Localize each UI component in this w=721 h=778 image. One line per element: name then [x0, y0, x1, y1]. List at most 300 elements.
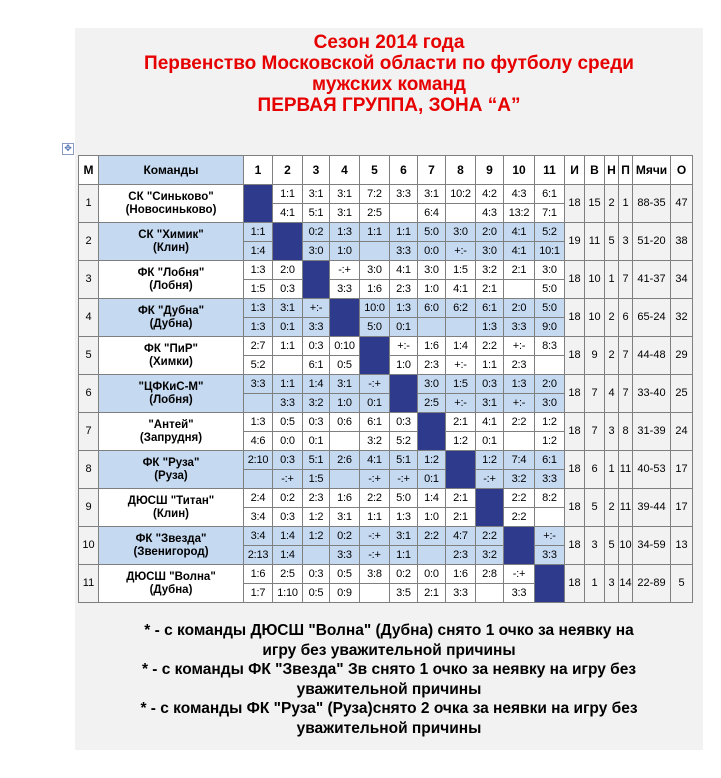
- team-city: (Лобня): [149, 393, 193, 406]
- header-cell: 5: [360, 156, 390, 185]
- score-cell: 0:2: [330, 527, 360, 546]
- score-cell: 3:3: [244, 375, 273, 394]
- score-cell: 2:0: [504, 299, 535, 318]
- score-cell: 5:0: [535, 299, 565, 318]
- score-cell: [535, 356, 565, 375]
- score-cell: 1:2: [535, 432, 565, 451]
- total-v-cell: 1: [585, 565, 605, 603]
- move-anchor-icon[interactable]: ✥: [62, 143, 74, 155]
- score-cell: 1:2: [303, 527, 330, 546]
- score-cell: 1:0: [418, 280, 446, 299]
- diagonal-cell: [390, 375, 418, 413]
- total-p-cell: 7: [619, 261, 633, 299]
- total-i-cell: 18: [565, 527, 585, 565]
- score-cell: 7:1: [535, 204, 565, 223]
- score-cell: +:-: [446, 356, 476, 375]
- score-cell: 2:3: [446, 546, 476, 565]
- score-cell: 8:3: [535, 337, 565, 356]
- score-cell: 1:2: [535, 413, 565, 432]
- total-n-cell: 2: [605, 489, 619, 527]
- score-cell: 1:3: [330, 223, 360, 242]
- header-cell: 2: [273, 156, 303, 185]
- place-cell: 1: [79, 185, 99, 223]
- total-o-cell: 47: [671, 185, 693, 223]
- team-name: ФК "Руза": [142, 456, 200, 469]
- score-cell: 3:0: [360, 261, 390, 280]
- score-cell: 1:5: [244, 280, 273, 299]
- score-cell: -:+: [273, 470, 303, 489]
- score-cell: 9:0: [535, 318, 565, 337]
- score-cell: 3:3: [330, 280, 360, 299]
- score-cell: 1:5: [303, 470, 330, 489]
- header-cell: 6: [390, 156, 418, 185]
- score-cell: 2:6: [330, 451, 360, 470]
- score-cell: 0:0: [273, 432, 303, 451]
- score-cell: 3:1: [273, 299, 303, 318]
- score-cell: 4:3: [504, 185, 535, 204]
- total-n-cell: 5: [605, 223, 619, 261]
- score-cell: 2:2: [418, 527, 446, 546]
- team-city: (Дубна): [149, 317, 193, 330]
- table-row: [79, 337, 693, 356]
- score-cell: 4:1: [446, 280, 476, 299]
- score-cell: 5:0: [418, 223, 446, 242]
- score-cell: 0:3: [303, 565, 330, 584]
- total-balls-cell: 88-35: [633, 185, 671, 223]
- score-cell: [244, 394, 273, 413]
- total-n-cell: 2: [605, 337, 619, 375]
- diagonal-cell: [535, 565, 565, 603]
- score-cell: 2:3: [418, 356, 446, 375]
- total-n-cell: 5: [605, 527, 619, 565]
- score-cell: 3:1: [476, 394, 504, 413]
- place-cell: 7: [79, 413, 99, 451]
- score-cell: 3:5: [390, 584, 418, 603]
- score-cell: 1:2: [303, 508, 330, 527]
- score-cell: 3:2: [504, 470, 535, 489]
- table-row: [79, 299, 693, 318]
- score-cell: 5:2: [244, 356, 273, 375]
- total-p-cell: 8: [619, 413, 633, 451]
- diagonal-cell: [273, 223, 303, 261]
- score-cell: 1:5: [446, 375, 476, 394]
- score-cell: 1:4: [273, 527, 303, 546]
- score-cell: 3:1: [330, 375, 360, 394]
- header-cell: М: [79, 156, 99, 185]
- score-cell: 3:2: [476, 261, 504, 280]
- header-cell: О: [671, 156, 693, 185]
- total-v-cell: 15: [585, 185, 605, 223]
- total-p-cell: 11: [619, 451, 633, 489]
- score-cell: 2:2: [504, 489, 535, 508]
- score-cell: 5:0: [390, 489, 418, 508]
- score-cell: 0:2: [303, 223, 330, 242]
- score-cell: 2:4: [244, 489, 273, 508]
- total-i-cell: 18: [565, 489, 585, 527]
- header-cell: Мячи: [633, 156, 671, 185]
- team-name: СК "Химик": [138, 228, 204, 241]
- note-line: * - с команды ФК "Руза" (Руза)снято 2 очка за неявки на игру без: [140, 700, 638, 717]
- title-line-2: Первенство Московской области по футболу среди: [144, 53, 634, 74]
- score-cell: 3:3: [390, 242, 418, 261]
- team-cell: [99, 527, 244, 565]
- score-cell: 5:0: [360, 318, 390, 337]
- score-cell: 0:10: [330, 337, 360, 356]
- diagonal-cell: [330, 299, 360, 337]
- total-p-cell: 6: [619, 299, 633, 337]
- score-cell: 3:2: [303, 394, 330, 413]
- score-cell: 6:1: [535, 451, 565, 470]
- score-cell: [244, 470, 273, 489]
- total-i-cell: 18: [565, 451, 585, 489]
- score-cell: 6:0: [418, 299, 446, 318]
- table-row: [79, 527, 693, 546]
- total-n-cell: 1: [605, 451, 619, 489]
- team-cell: [99, 337, 244, 375]
- score-cell: 4:1: [360, 451, 390, 470]
- team-name: ФК "ПиР": [144, 342, 198, 355]
- score-cell: -:+: [504, 565, 535, 584]
- score-cell: 1:1: [360, 508, 390, 527]
- diagonal-cell: [303, 261, 330, 299]
- score-cell: [418, 318, 446, 337]
- score-cell: +:-: [535, 527, 565, 546]
- total-i-cell: 19: [565, 223, 585, 261]
- total-n-cell: 3: [605, 413, 619, 451]
- score-cell: [535, 508, 565, 527]
- score-cell: 2:5: [273, 565, 303, 584]
- place-cell: 9: [79, 489, 99, 527]
- team-city: (Руза): [154, 469, 188, 482]
- score-cell: 3:1: [330, 185, 360, 204]
- score-cell: 2:10: [244, 451, 273, 470]
- total-v-cell: 3: [585, 527, 605, 565]
- score-cell: [446, 204, 476, 223]
- score-cell: 1:3: [244, 299, 273, 318]
- score-cell: 1:2: [476, 451, 504, 470]
- header-cell: П: [619, 156, 633, 185]
- score-cell: 0:2: [390, 565, 418, 584]
- team-name: ФК "Дубна": [137, 304, 205, 317]
- team-cell: [99, 223, 244, 261]
- score-cell: 1:10: [273, 584, 303, 603]
- score-cell: 2:2: [476, 527, 504, 546]
- score-cell: 1:2: [418, 451, 446, 470]
- score-cell: 3:3: [504, 584, 535, 603]
- score-cell: 3:0: [476, 242, 504, 261]
- team-name: ФК "Звезда": [135, 532, 207, 545]
- score-cell: 4:1: [504, 223, 535, 242]
- note-line: * - с команды ФК "Звезда" Зв снято 1 очко за неявку на игру без: [141, 661, 637, 678]
- score-cell: 0:1: [360, 394, 390, 413]
- score-cell: [360, 584, 390, 603]
- score-cell: 3:1: [330, 508, 360, 527]
- score-cell: 0:6: [330, 413, 360, 432]
- score-cell: 1:6: [418, 337, 446, 356]
- score-cell: 4:1: [504, 242, 535, 261]
- score-cell: 6:4: [418, 204, 446, 223]
- total-o-cell: 29: [671, 337, 693, 375]
- score-cell: 4:2: [476, 185, 504, 204]
- score-cell: 0:3: [273, 280, 303, 299]
- total-p-cell: 14: [619, 565, 633, 603]
- table-row: [79, 185, 693, 204]
- score-cell: 2:0: [273, 261, 303, 280]
- total-v-cell: 10: [585, 299, 605, 337]
- score-cell: 1:3: [390, 508, 418, 527]
- score-cell: 1:3: [244, 261, 273, 280]
- total-p-cell: 1: [619, 185, 633, 223]
- score-cell: 3:3: [390, 185, 418, 204]
- score-cell: 2:0: [535, 375, 565, 394]
- score-cell: 3:3: [504, 318, 535, 337]
- table-row: [79, 261, 693, 280]
- team-cell: [99, 451, 244, 489]
- score-cell: 10:2: [446, 185, 476, 204]
- score-cell: 10:1: [535, 242, 565, 261]
- score-cell: 2:5: [418, 394, 446, 413]
- score-cell: 1:1: [273, 337, 303, 356]
- total-balls-cell: 34-59: [633, 527, 671, 565]
- diagonal-cell: [418, 413, 446, 451]
- team-city: (Новосиньково): [125, 203, 217, 216]
- score-cell: +:-: [446, 242, 476, 261]
- score-cell: 2:1: [446, 489, 476, 508]
- score-cell: 5:1: [303, 204, 330, 223]
- score-cell: 1:6: [330, 489, 360, 508]
- header-cell: 7: [418, 156, 446, 185]
- score-cell: 3:3: [535, 546, 565, 565]
- score-cell: -:+: [360, 546, 390, 565]
- team-city: (Лобня): [149, 279, 193, 292]
- header-cell: 3: [303, 156, 330, 185]
- place-cell: 2: [79, 223, 99, 261]
- header-cell: 10: [504, 156, 535, 185]
- score-cell: 3:2: [360, 432, 390, 451]
- score-cell: -:+: [330, 261, 360, 280]
- score-cell: 5:0: [535, 280, 565, 299]
- score-cell: 1:2: [446, 432, 476, 451]
- title-line-1: Сезон 2014 года: [313, 32, 465, 53]
- score-cell: 1:3: [244, 413, 273, 432]
- note-line: * - с команды ДЮСШ "Волна" (Дубна) снято 1 очко за неявку на: [144, 622, 634, 639]
- total-balls-cell: 65-24: [633, 299, 671, 337]
- diagonal-cell: [244, 185, 273, 223]
- team-cell: [99, 489, 244, 527]
- score-cell: 2:2: [504, 508, 535, 527]
- total-balls-cell: 33-40: [633, 375, 671, 413]
- score-cell: [303, 546, 330, 565]
- total-v-cell: 11: [585, 223, 605, 261]
- team-name: ФК "Лобня": [137, 266, 205, 279]
- team-city: (Клин): [153, 507, 189, 520]
- score-cell: 1:4: [244, 242, 273, 261]
- score-cell: 13:2: [504, 204, 535, 223]
- total-o-cell: 5: [671, 565, 693, 603]
- score-cell: 3:0: [303, 242, 330, 261]
- place-cell: 8: [79, 451, 99, 489]
- score-cell: 4:6: [244, 432, 273, 451]
- score-cell: 1:1: [390, 223, 418, 242]
- total-v-cell: 6: [585, 451, 605, 489]
- score-cell: 1:1: [273, 185, 303, 204]
- score-cell: [504, 432, 535, 451]
- score-cell: 1:3: [504, 375, 535, 394]
- score-cell: 5:1: [303, 451, 330, 470]
- score-cell: 1:1: [476, 356, 504, 375]
- score-cell: 3:4: [244, 508, 273, 527]
- score-cell: 0:0: [418, 242, 446, 261]
- score-cell: 1:4: [418, 489, 446, 508]
- total-i-cell: 18: [565, 375, 585, 413]
- score-cell: 0:9: [330, 584, 360, 603]
- place-cell: 11: [79, 565, 99, 603]
- score-cell: 2:8: [476, 565, 504, 584]
- score-cell: 0:5: [330, 565, 360, 584]
- score-cell: 3:3: [446, 584, 476, 603]
- team-name: "ЦФКиС-М": [138, 380, 204, 393]
- score-cell: 1:1: [360, 223, 390, 242]
- score-cell: [360, 242, 390, 261]
- score-cell: 1:0: [330, 394, 360, 413]
- total-n-cell: 4: [605, 375, 619, 413]
- total-n-cell: 2: [605, 185, 619, 223]
- score-cell: 1:0: [390, 356, 418, 375]
- score-cell: -:+: [476, 470, 504, 489]
- note-line: уважительной причины: [296, 680, 482, 698]
- score-cell: 2:3: [504, 356, 535, 375]
- score-cell: 3:0: [535, 394, 565, 413]
- place-cell: 4: [79, 299, 99, 337]
- score-cell: [476, 584, 504, 603]
- score-cell: 0:1: [418, 470, 446, 489]
- score-cell: 2:3: [303, 489, 330, 508]
- score-cell: 8:2: [535, 489, 565, 508]
- score-cell: 1:3: [244, 318, 273, 337]
- header-row: [79, 156, 693, 185]
- score-cell: 2:1: [504, 261, 535, 280]
- total-p-cell: 7: [619, 375, 633, 413]
- score-cell: 5:2: [535, 223, 565, 242]
- score-cell: 3:8: [360, 565, 390, 584]
- score-cell: 1:1: [273, 375, 303, 394]
- score-cell: 2:13: [244, 546, 273, 565]
- total-n-cell: 3: [605, 565, 619, 603]
- team-city: (Дубна): [149, 583, 193, 596]
- total-p-cell: 3: [619, 223, 633, 261]
- footnotes: [75, 621, 703, 738]
- score-cell: 3:0: [446, 223, 476, 242]
- place-cell: 5: [79, 337, 99, 375]
- team-cell: [99, 185, 244, 223]
- score-cell: 6:1: [360, 413, 390, 432]
- score-cell: 3:1: [390, 527, 418, 546]
- diagonal-cell: [360, 337, 390, 375]
- total-balls-cell: 41-37: [633, 261, 671, 299]
- score-cell: +:-: [504, 394, 535, 413]
- score-cell: 3:1: [330, 204, 360, 223]
- score-cell: 0:3: [303, 413, 330, 432]
- total-balls-cell: 40-53: [633, 451, 671, 489]
- score-cell: 4:1: [476, 413, 504, 432]
- score-cell: 1:0: [418, 508, 446, 527]
- header-cell: Н: [605, 156, 619, 185]
- score-cell: 4:3: [476, 204, 504, 223]
- score-cell: 1:6: [244, 565, 273, 584]
- total-o-cell: 25: [671, 375, 693, 413]
- table-row: [79, 565, 693, 584]
- score-cell: 2:2: [476, 337, 504, 356]
- score-cell: 1:0: [330, 242, 360, 261]
- standings-table: [78, 155, 693, 603]
- score-cell: 1:4: [446, 337, 476, 356]
- header-cell: В: [585, 156, 605, 185]
- score-cell: 2:1: [418, 584, 446, 603]
- score-cell: 7:2: [360, 185, 390, 204]
- score-cell: 0:2: [273, 489, 303, 508]
- score-cell: 3:4: [244, 527, 273, 546]
- total-v-cell: 5: [585, 489, 605, 527]
- team-cell: [99, 261, 244, 299]
- score-cell: -:+: [360, 470, 390, 489]
- title-line-3: мужских команд: [312, 74, 466, 95]
- score-cell: 3:2: [476, 546, 504, 565]
- score-cell: 3:1: [303, 185, 330, 204]
- score-cell: 1:3: [390, 299, 418, 318]
- score-cell: -:+: [390, 470, 418, 489]
- diagonal-cell: [476, 489, 504, 527]
- score-cell: 0:1: [476, 432, 504, 451]
- total-o-cell: 13: [671, 527, 693, 565]
- score-cell: [418, 546, 446, 565]
- score-cell: 0:0: [418, 565, 446, 584]
- score-cell: [330, 470, 360, 489]
- header-cell: 11: [535, 156, 565, 185]
- total-o-cell: 17: [671, 489, 693, 527]
- score-cell: +:-: [390, 337, 418, 356]
- score-cell: 0:3: [476, 375, 504, 394]
- score-cell: [504, 280, 535, 299]
- score-cell: 6:1: [476, 299, 504, 318]
- score-cell: 2:1: [476, 280, 504, 299]
- total-n-cell: 1: [605, 261, 619, 299]
- score-cell: 3:3: [303, 318, 330, 337]
- score-cell: +:-: [504, 337, 535, 356]
- score-cell: 0:1: [303, 432, 330, 451]
- total-o-cell: 32: [671, 299, 693, 337]
- score-cell: 3:3: [535, 470, 565, 489]
- score-cell: -:+: [360, 527, 390, 546]
- team-city: (Звенигород): [133, 545, 209, 558]
- total-i-cell: 18: [565, 299, 585, 337]
- score-cell: 2:0: [476, 223, 504, 242]
- score-cell: 1:4: [273, 546, 303, 565]
- score-cell: 2:1: [446, 508, 476, 527]
- team-name: "Антей": [148, 418, 194, 431]
- score-cell: 2:1: [446, 413, 476, 432]
- score-cell: [273, 356, 303, 375]
- table-row: [79, 451, 693, 470]
- score-cell: 4:1: [273, 204, 303, 223]
- score-cell: 2:3: [390, 280, 418, 299]
- team-cell: [99, 299, 244, 337]
- score-cell: 3:0: [418, 375, 446, 394]
- score-cell: 1:6: [360, 280, 390, 299]
- team-city: (Химки): [149, 355, 193, 368]
- score-cell: 1:4: [303, 375, 330, 394]
- score-cell: 3:0: [418, 261, 446, 280]
- header-cell: 4: [330, 156, 360, 185]
